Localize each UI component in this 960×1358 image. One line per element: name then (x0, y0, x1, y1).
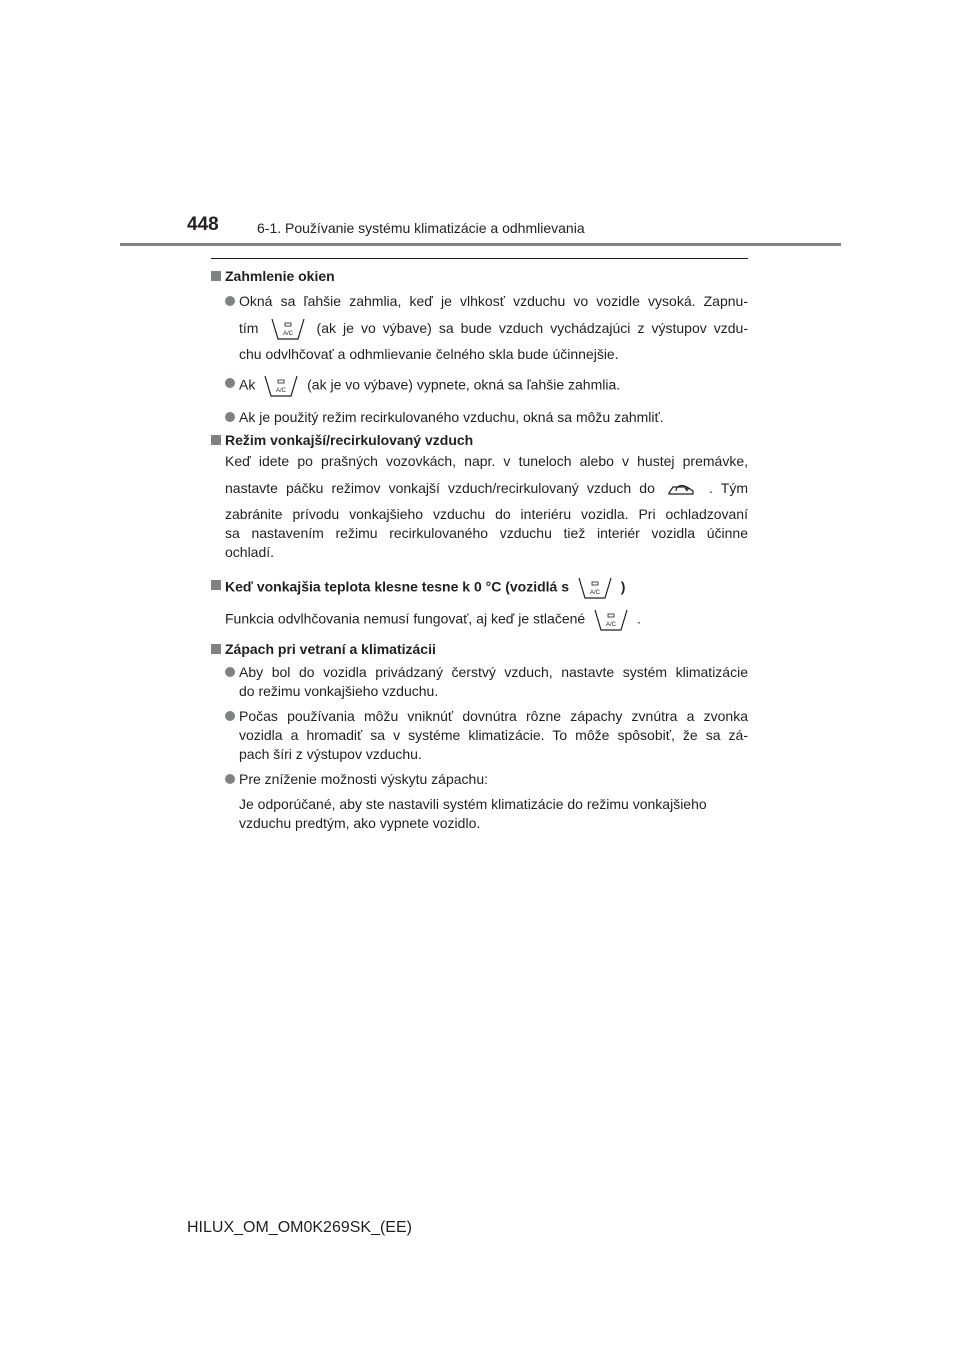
bullet-odor-2 (211, 707, 748, 764)
heading-odor-text: Zápach pri vetraní a klimatizácii (225, 641, 436, 657)
bullet-dot-icon (225, 296, 235, 306)
bullet-dot-icon (225, 667, 235, 677)
heading-square-icon (211, 271, 221, 281)
bullet-dot-icon (225, 711, 235, 721)
text-line: sa nastavením režimu recirkulovaného vzduchu tiež interiér vozidla účinne (225, 525, 748, 541)
ac-button-icon (263, 374, 299, 398)
text-line: Keď idete po prašných vozovkách, napr. v tuneloch alebo v hustej premávke, (225, 453, 748, 469)
heading-odor (211, 640, 748, 659)
heading-air-mode (211, 431, 748, 450)
ac-button-icon (593, 608, 629, 632)
bullet-dot-icon (225, 774, 235, 784)
bullet-odor-3 (211, 770, 748, 833)
heading-air-mode-text: Režim vonkajší/recirkulovaný vzduch (225, 432, 474, 448)
svg-text:A/C: A/C (282, 331, 293, 338)
text-line-with-icon (225, 608, 748, 632)
svg-text:A/C: A/C (276, 388, 287, 394)
text-fragment: nastavte páčku režimov vonkajší vzduch/recirkulovaný vzduch do (225, 480, 655, 496)
bullet-fogging-1 (211, 292, 748, 364)
text-line: zabránite prívodu vonkajšieho vzduchu do interiéru vozidla. Pri ochladzovaní (225, 506, 748, 522)
text-line: vozidla a hromadiť sa v systéme klimatizácie. To môže spôsobiť, že sa zá- (239, 727, 748, 743)
content-rule (211, 258, 748, 259)
text-line: do režimu vonkajšieho vzduchu. (239, 683, 439, 699)
text-line: Ak je použitý režim recirkulovaného vzduchu, okná sa môžu zahmliť. (239, 409, 664, 425)
heading-cold-text: Keď vonkajšia teplota klesne tesne k 0 °C (vozidlá s (225, 578, 570, 595)
bullet-dot-icon (225, 378, 235, 388)
text-line: Počas používania môžu vniknúť dovnútra rôzne zápachy zvnútra a zvonka (239, 708, 748, 724)
text-line-with-icon (225, 471, 748, 505)
svg-text:A/C: A/C (589, 590, 600, 596)
page-number: 448 (187, 214, 219, 235)
bullet-odor-1 (211, 663, 748, 701)
text-line: Okná sa ľahšie zahmlia, keď je vlhkosť vzduchu vo vozidle vysoká. Zapnu- (239, 293, 748, 309)
text-line-with-icon (239, 374, 748, 398)
heading-fogging (211, 267, 748, 286)
text-fragment: . (636, 610, 641, 627)
text-fragment: Funkcia odvlhčovania nemusí fungovať, aj keď je stlačené (225, 610, 586, 627)
heading-fogging-text: Zahmlenie okien (225, 268, 335, 284)
text-line: ochladí. (225, 544, 275, 560)
text-line: Pre zníženie možnosti výskytu zápachu: (239, 771, 489, 787)
paragraph-cold (211, 608, 748, 632)
text-line: pach šíri z výstupov vzduchu. (239, 746, 422, 762)
svg-text:A/C: A/C (606, 622, 617, 628)
text-fragment: tím (239, 320, 259, 336)
text-line: Je odporúčané, aby ste nastavili systém klimatizácie do režimu vonkajšieho (239, 796, 707, 812)
text-fragment: (ak je vo výbave) vypnete, okná sa ľahšie zahmlia. (307, 376, 621, 393)
document-code: HILUX_OM_OM0K269SK_(EE) (187, 1219, 412, 1236)
page-content (211, 264, 748, 833)
heading-cold (211, 576, 748, 600)
heading-square-icon (211, 580, 221, 590)
recirculated-air-icon (667, 481, 697, 497)
heading-cold-close: ) (620, 578, 626, 595)
bullet-fogging-3 (211, 408, 748, 427)
ac-button-icon (577, 576, 613, 600)
text-line: vzduchu predtým, ako vypnete vozidlo. (239, 815, 481, 831)
ac-button-icon (270, 317, 306, 341)
bullet-fogging-2 (211, 374, 748, 398)
text-line: Aby bol do vozidla privádzaný čerstvý vzduch, nastavte systém klimatizácie (239, 664, 748, 680)
text-fragment: Ak (239, 376, 256, 393)
text-line-with-icon (239, 311, 748, 345)
text-line: chu odvlhčovať a odhmlievanie čelného skla bude účinnejšie. (239, 346, 619, 362)
heading-square-icon (211, 644, 221, 654)
section-title: 6-1. Používanie systému klimatizácie a odhmlievania (257, 220, 585, 236)
text-fragment: (ak je vo výbave) sa bude vzduch vychádzajúci z výstupov vzdu- (316, 320, 749, 336)
text-fragment: . Tým (709, 480, 748, 496)
bullet-dot-icon (225, 412, 235, 422)
paragraph-air-mode (211, 452, 748, 562)
header-rule (120, 243, 841, 246)
heading-square-icon (211, 435, 221, 445)
